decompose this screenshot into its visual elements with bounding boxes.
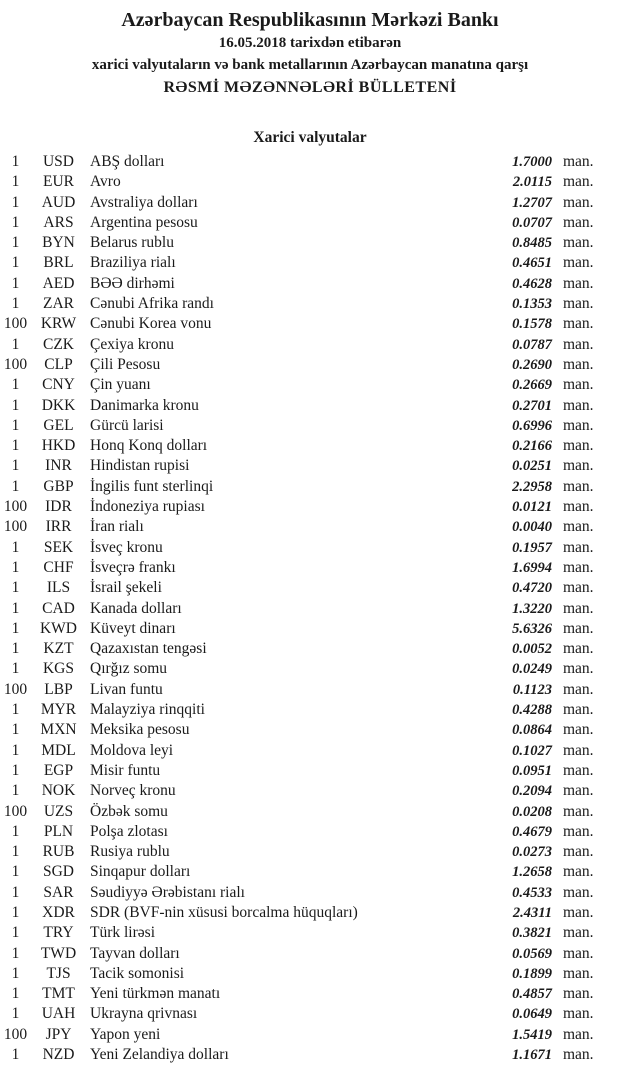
currency-row [0,964,620,984]
currency-name: SDR (BVF-nin xüsusi borcalma hüquqları) [90,903,358,921]
rate-value: 0.0121 [512,499,552,516]
currency-name: Polşa zlotası [90,822,168,840]
currency-row [0,538,620,558]
currency-name: Honq Konq dolları [90,437,208,455]
currency-code: ARS [43,213,74,231]
currency-code: CLP [44,355,73,373]
rate-unit: man. [563,1025,594,1043]
rate-unit: man. [563,437,594,455]
quantity: 1 [11,213,20,231]
currency-row [0,700,620,720]
currency-row [0,213,620,233]
currency-code: MXN [40,721,77,739]
rate-value: 0.0864 [512,722,552,739]
currency-name: Yeni Zelandiya dolları [90,1046,229,1064]
currency-code: BYN [42,234,75,252]
currency-code: INR [45,457,72,475]
currency-row [0,883,620,903]
currency-row [0,172,620,192]
currency-code: TRY [43,924,74,942]
currency-code: UZS [43,802,74,820]
currency-name: Yapon yeni [90,1025,161,1043]
rate-value: 0.4720 [512,580,552,597]
currency-row [0,152,620,172]
currency-row [0,477,620,497]
currency-row [0,822,620,842]
currency-code: NOK [41,782,76,800]
currency-code: JPY [45,1025,72,1043]
currency-name: BƏƏ dirhəmi [90,274,175,292]
rate-value: 0.3821 [512,925,552,942]
rate-value: 0.2094 [512,783,552,800]
rate-value: 0.1899 [512,965,552,982]
currency-row [0,599,620,619]
currency-code: CNY [42,376,75,394]
rate-unit: man. [563,315,594,333]
quantity: 1 [11,376,20,394]
quantity: 1 [11,558,20,576]
currency-code: CZK [43,335,74,353]
currency-row [0,639,620,659]
currency-name: Braziliya rialı [90,254,176,272]
rate-unit: man. [563,173,594,191]
quantity: 1 [11,599,20,617]
currency-table [0,152,620,1065]
currency-code: SEK [43,538,74,556]
quantity: 1 [11,701,20,719]
rate-value: 5.6326 [512,620,552,637]
rate-unit: man. [563,498,594,516]
rate-value: 0.0707 [512,214,552,231]
rate-value: 1.2658 [512,864,552,881]
currency-name: Qırğız somu [90,660,168,678]
currency-row [0,294,620,314]
rate-value: 0.0208 [512,803,552,820]
rate-value: 1.1671 [512,1047,552,1064]
currency-code: SAR [43,883,74,901]
quantity: 1 [11,619,20,637]
rate-value: 0.1353 [512,296,552,313]
currency-row [0,720,620,740]
currency-name: Avstraliya dolları [90,193,198,211]
currency-code: EUR [43,173,74,191]
rate-value: 1.3220 [512,600,552,617]
quantity: 1 [11,335,20,353]
rate-value: 1.5419 [512,1026,552,1043]
currency-code: ILS [46,579,71,597]
rate-unit: man. [563,599,594,617]
currency-name: Tayvan dolları [90,944,180,962]
rate-unit: man. [563,944,594,962]
currency-code: UAH [41,1005,76,1023]
rate-unit: man. [563,822,594,840]
currency-row [0,903,620,923]
quantity: 100 [3,355,28,373]
currency-row [0,233,620,253]
currency-code: USD [42,153,74,170]
bulletin-header [0,8,620,99]
quantity: 1 [11,477,20,495]
currency-name: ABŞ dolları [90,153,165,170]
currency-row [0,802,620,822]
currency-row [0,558,620,578]
currency-row [0,274,620,294]
currency-name: Cənubi Korea vonu [90,315,212,333]
quantity: 100 [3,498,28,516]
rate-value: 0.4857 [512,986,552,1003]
currency-name: Səudiyyə Ərəbistanı rialı [90,883,245,901]
rate-value: 0.0569 [512,945,552,962]
quantity: 1 [11,741,20,759]
quantity: 1 [11,782,20,800]
quantity: 1 [11,985,20,1003]
currency-name: İsrail şekeli [90,579,162,597]
quantity: 1 [11,254,20,272]
rate-value: 0.0951 [512,762,552,779]
rate-unit: man. [563,701,594,719]
currency-code: BRL [43,254,74,272]
currency-code: ZAR [43,295,74,313]
currency-row [0,193,620,213]
rate-unit: man. [563,193,594,211]
currency-name: Ukrayna qrivnası [90,1005,198,1023]
rate-unit: man. [563,295,594,313]
quantity: 1 [11,822,20,840]
currency-name: Çili Pesosu [90,355,161,373]
rate-value: 0.4533 [512,884,552,901]
quantity: 1 [11,396,20,414]
currency-name: Çexiya kronu [90,335,174,353]
currency-row [0,1025,620,1045]
rate-value: 0.1123 [512,681,552,698]
rate-value: 0.2166 [512,438,552,455]
rate-unit: man. [563,802,594,820]
rate-value: 0.6996 [512,417,552,434]
rate-unit: man. [563,335,594,353]
rate-value: 0.0249 [512,661,552,678]
currency-name: Çin yuanı [90,376,151,394]
currency-name: Sinqapur dolları [90,863,191,881]
rate-value: 0.4651 [512,255,552,272]
rate-unit: man. [563,863,594,881]
currency-row [0,253,620,273]
rate-unit: man. [563,558,594,576]
quantity: 1 [11,437,20,455]
currency-code: GBP [43,477,74,495]
quantity: 1 [11,640,20,658]
rate-unit: man. [563,355,594,373]
currency-code: PLN [43,822,74,840]
currency-name: Özbək somu [90,802,168,820]
quantity: 1 [11,863,20,881]
quantity: 1 [11,457,20,475]
rate-unit: man. [563,721,594,739]
currency-code: TJS [46,964,71,982]
rate-value: 0.8485 [512,235,552,252]
quantity: 100 [3,315,28,333]
rate-unit: man. [563,213,594,231]
rate-unit: man. [563,640,594,658]
rate-value: 0.1027 [512,742,552,759]
rate-unit: man. [563,883,594,901]
currency-code: GEL [43,416,74,434]
currency-code: SGD [42,863,74,881]
rate-unit: man. [563,924,594,942]
rate-value: 0.4288 [512,702,552,719]
currency-code: LBP [44,680,73,698]
rate-value: 2.0115 [512,174,552,191]
rate-unit: man. [563,741,594,759]
rate-unit: man. [563,538,594,556]
quantity: 1 [11,761,20,779]
rate-value: 0.4679 [512,823,552,840]
quantity: 1 [11,944,20,962]
rate-value: 0.0251 [512,458,552,475]
rate-unit: man. [563,274,594,292]
quantity: 1 [11,295,20,313]
currency-row [0,456,620,476]
currency-name: Kanada dolları [90,599,182,617]
currency-name: Danimarka kronu [90,396,199,414]
currency-row [0,497,620,517]
rate-unit: man. [563,518,594,536]
quantity: 1 [11,660,20,678]
rate-value: 0.2701 [512,397,552,414]
rate-value: 0.1957 [512,539,552,556]
currency-row [0,517,620,537]
rate-unit: man. [563,396,594,414]
quantity: 1 [11,924,20,942]
rate-unit: man. [563,477,594,495]
currency-code: KGS [42,660,74,678]
quantity: 1 [11,964,20,982]
currency-row [0,436,620,456]
rate-unit: man. [563,457,594,475]
currency-code: DKK [41,396,76,414]
bank-title: Azərbaycan Respublikasının Mərkəzi Bankı [121,9,499,31]
currency-name: Moldova leyi [90,741,174,759]
quantity: 1 [11,579,20,597]
rate-unit: man. [563,416,594,434]
currency-row [0,984,620,1004]
currency-name: İndoneziya rupiası [90,498,205,516]
currency-name: Gürcü larisi [90,416,164,434]
rate-unit: man. [563,234,594,252]
currency-code: CAD [42,599,75,617]
quantity: 1 [11,173,20,191]
currency-name: Meksika pesosu [90,721,190,739]
currency-code: RUB [42,843,75,861]
currency-code: IDR [45,498,72,516]
quantity: 1 [11,843,20,861]
currency-name: Malayziya rinqqiti [90,701,205,719]
rate-value: 0.0273 [512,844,552,861]
currency-row [0,1004,620,1024]
rate-unit: man. [563,376,594,394]
currency-row [0,396,620,416]
currency-name: Hindistan rupisi [90,457,190,475]
rate-unit: man. [563,153,594,170]
currency-code: IRR [45,518,72,536]
currency-name: Qazaxıstan tengəsi [90,640,207,658]
currency-row [0,862,620,882]
quantity: 1 [11,1005,20,1023]
rate-unit: man. [563,843,594,861]
quantity: 1 [11,193,20,211]
currency-name: Türk lirəsi [90,924,155,942]
currency-code: TWD [40,944,77,962]
currency-name: İngilis funt sterlinqi [90,477,214,495]
rate-value: 1.2707 [512,194,552,211]
quantity: 100 [3,802,28,820]
rate-value: 1.7000 [512,154,552,170]
rate-value: 0.0787 [512,336,552,353]
currency-row [0,578,620,598]
rate-unit: man. [563,903,594,921]
currency-row [0,741,620,761]
currency-row [0,1045,620,1065]
currency-code: CHF [43,558,74,576]
rate-unit: man. [563,579,594,597]
currency-name: Küveyt dinarı [90,619,176,637]
quantity: 1 [11,234,20,252]
rate-value: 0.0052 [512,641,552,658]
currency-code: KZT [43,640,74,658]
rate-value: 0.4628 [512,275,552,292]
quantity: 1 [11,153,20,170]
rate-unit: man. [563,985,594,1003]
currency-name: İsveçrə frankı [90,558,176,576]
currency-code: MDL [41,741,76,759]
currency-code: EGP [43,761,74,779]
quantity: 1 [11,538,20,556]
rate-unit: man. [563,1005,594,1023]
currency-name: Rusiya rublu [90,843,170,861]
rate-unit: man. [563,782,594,800]
quantity: 1 [11,274,20,292]
rate-unit: man. [563,660,594,678]
rate-unit: man. [563,1046,594,1064]
currency-row [0,842,620,862]
currency-name: Tacik somonisi [90,964,185,982]
currency-code: XDR [42,903,75,921]
rate-unit: man. [563,964,594,982]
currency-row [0,355,620,375]
quantity: 1 [11,721,20,739]
rate-unit: man. [563,680,594,698]
currency-code: TMT [42,985,75,1003]
currency-row [0,923,620,943]
currency-name: Misir funtu [90,761,161,779]
currency-code: KWD [39,619,78,637]
effective-date: 16.05.2018 tarixdən etibarən [218,35,402,51]
quantity: 100 [3,518,28,536]
rate-value: 2.2958 [512,478,552,495]
currency-row [0,761,620,781]
rate-unit: man. [563,254,594,272]
quantity: 1 [11,903,20,921]
rate-unit: man. [563,619,594,637]
rate-value: 0.0040 [512,519,552,536]
currency-row [0,375,620,395]
quantity: 100 [3,1025,28,1043]
rate-value: 0.1578 [512,316,552,333]
currency-row [0,335,620,355]
rate-value: 1.6994 [512,559,552,576]
currency-code: AUD [41,193,76,211]
quantity: 1 [11,416,20,434]
quantity: 1 [11,883,20,901]
currency-name: Cənubi Afrika randı [90,295,214,313]
currency-name: Norveç kronu [90,782,176,800]
currency-row [0,680,620,700]
currency-code: NZD [42,1046,75,1064]
currency-row [0,314,620,334]
currency-row [0,619,620,639]
quantity: 100 [3,680,28,698]
rate-value: 2.4311 [512,904,552,921]
currency-name: Yeni türkmən manatı [90,985,221,1003]
currency-code: KRW [40,315,77,333]
bulletin-title: RƏSMİ MƏZƏNNƏLƏRİ BÜLLETENİ [163,79,457,96]
currency-row [0,659,620,679]
currency-row [0,944,620,964]
currency-code: MYR [40,701,77,719]
currency-name: Avro [90,173,121,191]
currency-code: HKD [41,437,76,455]
bulletin-subtitle: xarici valyutaların və bank metallarının Azərbaycan manatına qarşı [91,57,529,73]
currency-code: AED [42,274,75,292]
rate-value: 0.2690 [512,356,552,373]
currency-row [0,781,620,801]
rate-value: 0.2669 [512,377,552,394]
section-title-foreign-currencies: Xarici valyutalar [253,129,367,146]
currency-name: Argentina pesosu [90,213,198,231]
currency-row [0,416,620,436]
rate-unit: man. [563,761,594,779]
currency-name: Belarus rublu [90,234,174,252]
quantity: 1 [11,1046,20,1064]
rate-value: 0.0649 [512,1006,552,1023]
currency-name: İran rialı [90,518,144,536]
currency-name: İsveç kronu [90,538,163,556]
currency-name: Livan funtu [90,680,163,698]
